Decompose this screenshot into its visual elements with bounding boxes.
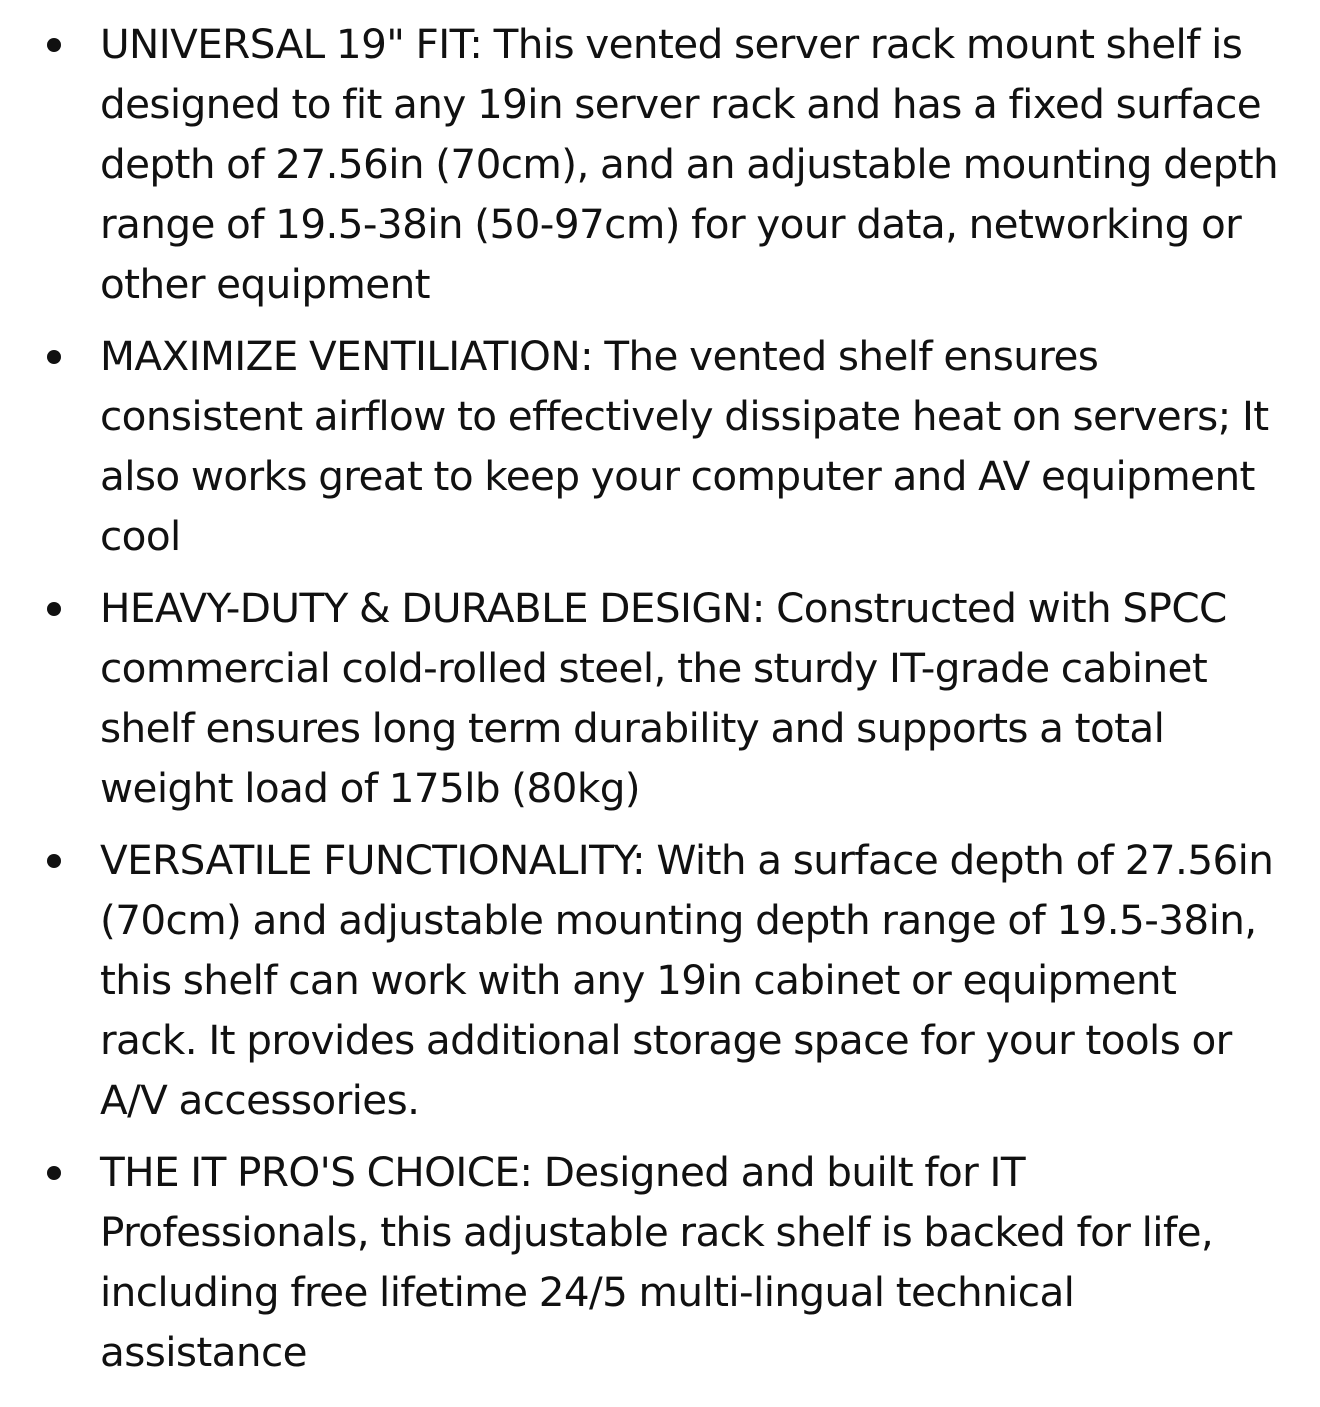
feature-bullet-heavy-duty [0,578,1320,818]
feature-bullet-ventilation [0,326,1320,566]
bullet-dot-icon [47,602,61,616]
feature-bullet-versatile [0,830,1320,1130]
feature-bullet-text: THE IT PRO'S CHOICE: Designed and built for IT Professionals, this adjustable rack shelf is backed for life, including free lifetime 24/5 multi-lingual technical assistance [100,1148,1214,1376]
bullet-dot-icon [47,854,61,868]
feature-bullet-text: UNIVERSAL 19" FIT: This vented server rack mount shelf is designed to fit any 19in server rack and has a fixed surface depth of 27.56in (70cm), and an adjustable mounting depth range of 19.5-38in (50-97cm) for your data, networking or other equipment [100,20,1279,308]
feature-bullet-text: MAXIMIZE VENTILIATION: The vented shelf ensures consistent airflow to effectively dissipate heat on servers; It also works great to keep your computer and AV equipment cool [100,332,1269,560]
bullet-dot-icon [47,350,61,364]
feature-bullet-it-pro-choice [0,1142,1320,1382]
bullet-dot-icon [47,38,61,52]
feature-bullet-text: VERSATILE FUNCTIONALITY: With a surface depth of 27.56in (70cm) and adjustable mounting depth range of 19.5-38in, this shelf can work with any 19in cabinet or equipment rack. It provides additional storage space for your tools or A/V accessories. [100,836,1274,1124]
feature-bullet-universal-fit [0,14,1320,314]
bullet-dot-icon [47,1166,61,1180]
feature-bullet-text: HEAVY-DUTY & DURABLE DESIGN: Constructed with SPCC commercial cold-rolled steel, the sturdy IT-grade cabinet shelf ensures long term durability and supports a total weight load of 175lb (80kg) [100,584,1227,812]
feature-bullet-list [0,14,1320,1394]
